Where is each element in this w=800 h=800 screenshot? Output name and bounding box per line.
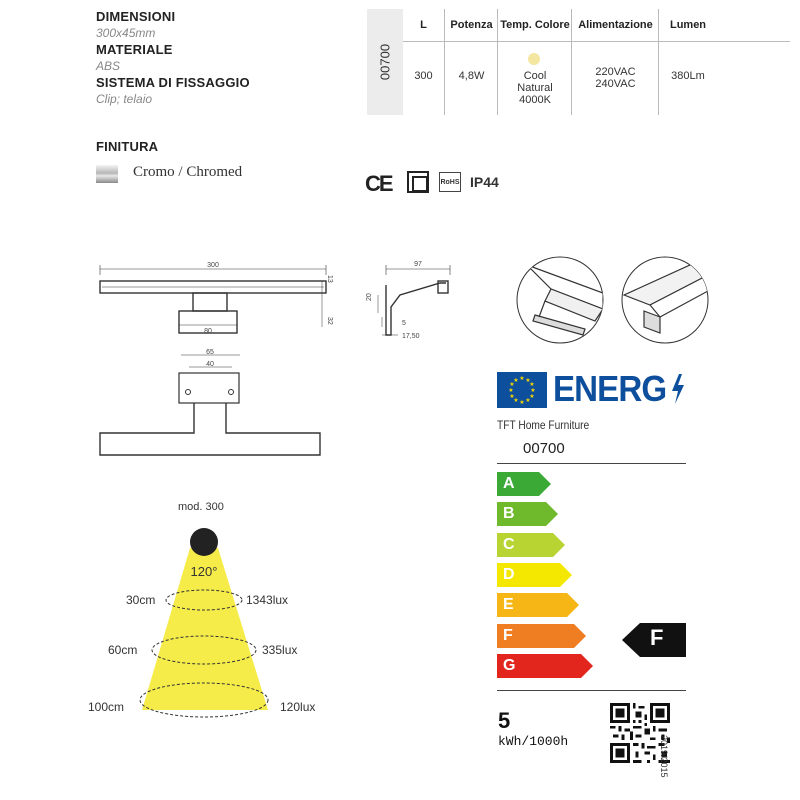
label-divider-top	[497, 463, 686, 464]
value-color-temp-2: Natural	[517, 82, 553, 94]
svg-text:★: ★	[509, 393, 515, 400]
energy-class-g	[497, 654, 593, 678]
col-color-temp	[497, 9, 572, 115]
dim-front-width: 300	[207, 262, 219, 269]
energy-class-letter: D	[503, 565, 515, 583]
svg-text:★: ★	[513, 377, 519, 384]
rohs-icon: RoHS	[439, 172, 461, 192]
svg-text:★: ★	[509, 381, 515, 388]
energy-class-letter: E	[503, 596, 514, 614]
supplier-name: TFT Home Furniture	[497, 418, 590, 432]
value-color-temp-3: 4000K	[519, 94, 551, 106]
energy-class-letter: B	[503, 505, 515, 523]
header-lumen: Lumen	[669, 19, 707, 31]
material-title: MATERIALE	[96, 42, 173, 57]
ip-rating: IP44	[470, 174, 499, 190]
ce-mark: CE	[365, 171, 392, 196]
lux-100: 120lux	[280, 700, 316, 714]
light-model-label: mod. 300	[178, 501, 224, 513]
fixing-title: SISTEMA DI FISSAGGIO	[96, 75, 250, 90]
consumption-value: 5	[498, 708, 511, 733]
finish-title: FINITURA	[96, 139, 159, 154]
svg-text:★: ★	[530, 387, 536, 394]
svg-text:★: ★	[525, 377, 531, 384]
spec-table	[367, 9, 790, 115]
eu-flag-icon	[497, 372, 547, 408]
svg-text:★: ★	[519, 375, 525, 382]
col-power	[444, 9, 498, 115]
energy-title: ENERG	[553, 368, 667, 409]
energy-class-f	[497, 624, 586, 648]
energy-class-letter: C	[503, 535, 515, 553]
dim-side-height: 20	[366, 293, 373, 301]
svg-text:★: ★	[513, 397, 519, 404]
value-length: 300	[414, 70, 433, 82]
header-power: Potenza	[450, 19, 493, 31]
label-divider-bottom	[497, 690, 686, 691]
regulation-number: 2019/2015	[659, 735, 669, 778]
clip-detail-circle	[515, 255, 605, 345]
front-view-drawing	[90, 255, 340, 465]
dim-side-small: 5	[402, 320, 406, 327]
value-color-temp-1: Cool	[523, 70, 547, 82]
side-view-drawing	[360, 255, 460, 345]
svg-text:★: ★	[519, 399, 525, 406]
dim-mount-width: 80	[204, 328, 212, 335]
lux-30: 1343lux	[246, 593, 289, 607]
value-power: 4,8W	[458, 70, 485, 82]
light-cone-diagram	[130, 520, 280, 740]
header-length: L	[420, 19, 427, 31]
dimensions-title: DIMENSIONI	[96, 9, 176, 24]
col-supply	[571, 9, 659, 115]
color-temp-dot	[528, 53, 540, 65]
energy-class-e	[497, 593, 579, 617]
finish-value: Cromo / Chromed	[133, 164, 243, 180]
value-supply-1: 220VAC	[595, 66, 636, 78]
energy-class-letter: G	[503, 656, 516, 674]
energy-class-a	[497, 472, 551, 496]
dim-bracket-inner: 40	[206, 361, 214, 368]
header-color-temp: Temp. Colore	[500, 19, 570, 31]
consumption-unit: kWh/1000h	[498, 734, 569, 749]
lux-60: 335lux	[262, 643, 298, 657]
lightning-icon	[670, 374, 686, 404]
distance-100: 100cm	[88, 700, 125, 714]
svg-text:★: ★	[508, 387, 514, 394]
energy-class-b	[497, 502, 558, 526]
value-supply-2: 240VAC	[595, 78, 636, 90]
svg-text:★: ★	[529, 381, 535, 388]
fixing-value: Clip; telaio	[96, 92, 153, 106]
lamp-head-icon	[190, 528, 218, 556]
energy-class-letter: F	[503, 626, 513, 644]
dimensions-value: 300x45mm	[96, 26, 156, 40]
energy-class-letter: A	[503, 475, 515, 492]
frame-detail-circle	[620, 255, 710, 345]
distance-30: 30cm	[126, 593, 156, 607]
value-lumen: 380Lm	[671, 70, 705, 82]
svg-text:★: ★	[525, 397, 531, 404]
dim-side-bottom: 17,50	[402, 333, 420, 340]
dim-bracket-outer: 65	[206, 349, 214, 356]
beam-angle: 120°	[190, 564, 218, 579]
chrome-swatch	[96, 165, 118, 183]
product-code-cell	[367, 9, 403, 115]
dim-side-depth: 97	[414, 261, 422, 268]
dim-front-depth: 32	[326, 317, 333, 325]
product-code: 00700	[377, 43, 393, 81]
energy-class-d	[497, 563, 572, 587]
col-length	[403, 9, 444, 115]
rating-letter: F	[650, 625, 664, 650]
material-value: ABS	[96, 59, 121, 73]
col-lumen	[658, 9, 717, 115]
distance-60: 60cm	[108, 643, 138, 657]
model-identifier: 00700	[523, 440, 565, 457]
energy-class-c	[497, 533, 565, 557]
header-supply: Alimentazione	[578, 19, 653, 31]
class-ii-icon	[407, 171, 429, 193]
dim-front-height: 13	[326, 275, 333, 283]
svg-text:★: ★	[529, 393, 535, 400]
